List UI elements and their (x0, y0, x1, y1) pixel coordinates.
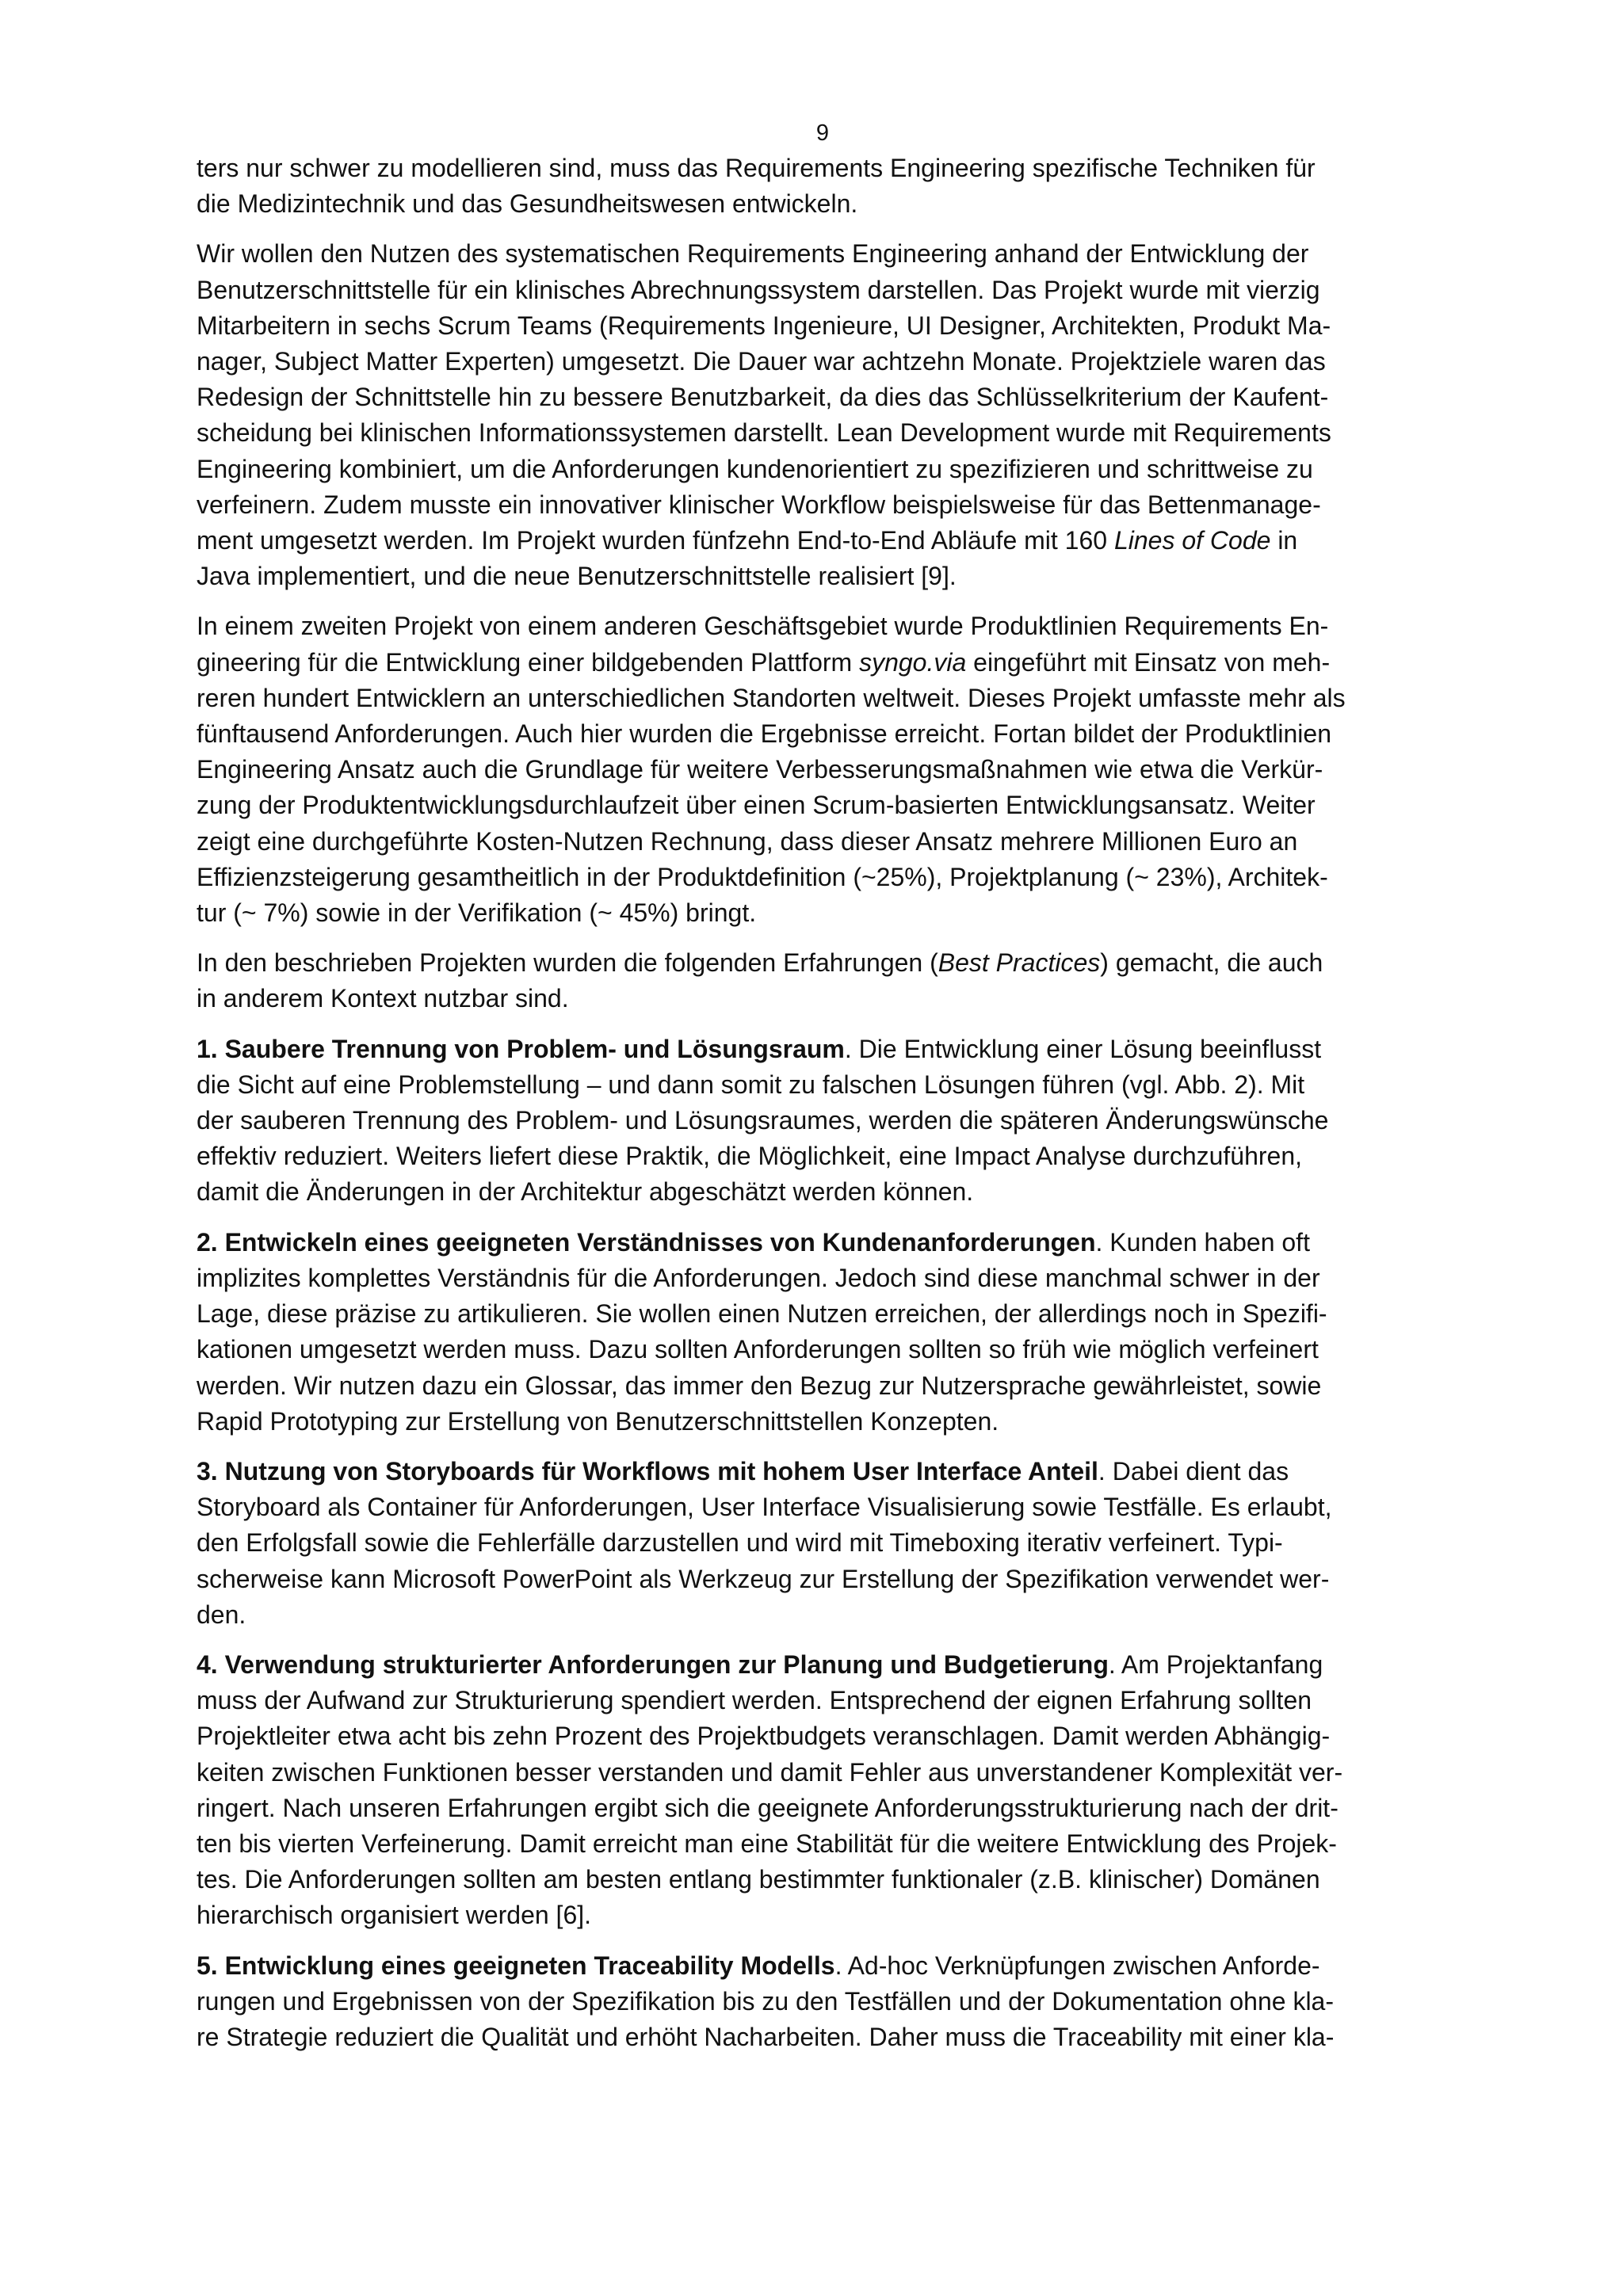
text-line: Storyboard als Container für Anforderungen, User Interface Visualisierung sowie Testfälle. Es erlaubt, (197, 1493, 1332, 1522)
text-segment: . Dabei dient das (1098, 1456, 1289, 1486)
text-line (197, 1454, 1449, 1489)
text-line: scheidung bei klinischen Informationssystemen darstellt. Lean Development wurde mit Requirements (197, 418, 1331, 448)
text-line: ten bis vierten Verfeinerung. Damit erreicht man eine Stabilität für die weitere Entwicklung des Projek- (197, 1829, 1337, 1858)
text-line: effektiv reduziert. Weiters liefert diese Praktik, die Möglichkeit, eine Impact Analyse durchzuführen, (197, 1142, 1303, 1171)
text-line: zeigt eine durchgeführte Kosten-Nutzen Rechnung, dass dieser Ansatz mehrere Millionen Euro an (197, 826, 1298, 856)
text-segment: . Am Projektanfang (1108, 1650, 1323, 1679)
text-line (197, 945, 1449, 981)
text-segment: gineering für die Entwicklung einer bildgebenden Plattform (197, 647, 860, 677)
text-line: Mitarbeitern in sechs Scrum Teams (Requirements Ingenieure, UI Designer, Architekten, Produkt Ma- (197, 311, 1331, 340)
text-line: hierarchisch organisiert werden [6]. (197, 1901, 592, 1930)
text-segment: . Die Entwicklung einer Lösung beeinflusst (844, 1034, 1322, 1063)
text-segment: ) gemacht, die auch (1100, 948, 1323, 978)
text-line: den Erfolgsfall sowie die Fehlerfälle darzustellen und wird mit Timeboxing iterativ verfeinert. Typi- (197, 1528, 1283, 1558)
best-practice-4 (197, 1647, 1449, 1934)
text-line: zung der Produktentwicklungsdurchlaufzeit über einen Scrum-basierten Entwicklungsansatz. Weiter (197, 791, 1316, 820)
text-line: der sauberen Trennung des Problem- und Lösungsraumes, werden die späteren Änderungswünsche (197, 1106, 1329, 1135)
text-line: ringert. Nach unseren Erfahrungen ergibt sich die geeignete Anforderungsstrukturierung nach der drit- (197, 1793, 1338, 1822)
text-segment: . Ad-hoc Verknüpfungen zwischen Anforde- (834, 1951, 1320, 1980)
italic-term: Best Practices (938, 948, 1101, 978)
text-line: tur (~ 7%) sowie in der Verifikation (~ 45%) bringt. (197, 898, 757, 928)
text-line (197, 523, 1449, 559)
text-line: kationen umgesetzt werden muss. Dazu sollten Anforderungen sollten so früh wie möglich verfeinert (197, 1335, 1319, 1364)
text-line: In einem zweiten Projekt von einem anderen Geschäftsgebiet wurde Produktlinien Requirements En- (197, 612, 1329, 641)
paragraph-project-one (197, 236, 1449, 594)
text-segment: in (1270, 526, 1298, 555)
text-line: reren hundert Entwicklern an unterschiedlichen Standorten weltweit. Dieses Projekt umfasste mehr als (197, 683, 1346, 712)
best-practice-1 (197, 1032, 1449, 1211)
text-line (197, 1032, 1449, 1067)
text-segment: In den beschrieben Projekten wurden die folgenden Erfahrungen ( (197, 948, 938, 978)
page-number: 9 (815, 120, 830, 146)
text-line: Java implementiert, und die neue Benutzerschnittstelle realisiert [9]. (197, 562, 957, 591)
text-segment: eingeführt mit Einsatz von meh- (966, 647, 1331, 677)
text-line: die Medizintechnik und das Gesundheitswesen entwickeln. (197, 189, 858, 219)
best-practice-title: 4. Verwendung strukturierter Anforderungen zur Planung und Budgetierung (197, 1650, 1109, 1679)
text-segment: . Kunden haben oft (1095, 1227, 1310, 1257)
text-line: Wir wollen den Nutzen des systematischen Requirements Engineering anhand der Entwicklung der (197, 239, 1309, 269)
text-line: Redesign der Schnittstelle hin zu bessere Benutzbarkeit, da dies das Schlüsselkriterium der Kaufent- (197, 383, 1329, 412)
text-line: keiten zwischen Funktionen besser verstanden und damit Fehler aus unverstandener Komplexität ver- (197, 1757, 1343, 1787)
best-practice-title: 1. Saubere Trennung von Problem- und Lösungsraum (197, 1034, 845, 1063)
page-body (197, 119, 1449, 2069)
text-segment: ment umgesetzt werden. Im Projekt wurden fünfzehn End-to-End Abläufe mit 160 (197, 526, 1114, 555)
text-line: re Strategie reduziert die Qualität und erhöht Nacharbeiten. Daher muss die Traceability mit einer kla- (197, 2022, 1335, 2051)
text-line: Lage, diese präzise zu artikulieren. Sie wollen einen Nutzen erreichen, der allerdings noch in Spezifi- (197, 1299, 1327, 1329)
text-line (197, 1225, 1449, 1261)
text-line: scherweise kann Microsoft PowerPoint als Werkzeug zur Erstellung der Spezifikation verwendet wer- (197, 1564, 1330, 1593)
paragraph-intro-continuation (197, 151, 1449, 222)
text-line: in anderem Kontext nutzbar sind. (197, 984, 569, 1013)
best-practice-5 (197, 1948, 1449, 2056)
text-line: verfeinern. Zudem musste ein innovativer klinischer Workflow beispielsweise für das Bettenmanage- (197, 490, 1321, 519)
text-line: Projektleiter etwa acht bis zehn Prozent des Projektbudgets veranschlagen. Damit werden Abhängig- (197, 1722, 1331, 1751)
paragraph-best-practices-intro (197, 945, 1449, 1016)
italic-term: Lines of Code (1113, 526, 1271, 555)
text-line: fünftausend Anforderungen. Auch hier wurden die Ergebnisse erreicht. Fortan bildet der Produktlinien (197, 719, 1331, 749)
text-line: den. (197, 1600, 246, 1629)
italic-term: syngo.via (859, 647, 967, 677)
best-practice-2 (197, 1225, 1449, 1440)
text-line (197, 1647, 1449, 1683)
paragraph-project-two (197, 608, 1449, 931)
best-practice-title: 2. Entwickeln eines geeigneten Verständnisses von Kundenanforderungen (197, 1227, 1096, 1257)
text-line: tes. Die Anforderungen sollten am besten entlang bestimmter funktionaler (z.B. klinischer) Domänen (197, 1865, 1320, 1894)
text-line (197, 645, 1449, 681)
text-line: Effizienzsteigerung gesamtheitlich in der Produktdefinition (~25%), Projektplanung (~ 23%), Architek- (197, 862, 1328, 891)
text-line: Engineering Ansatz auch die Grundlage für weitere Verbesserungsmaßnahmen wie etwa die Verkür- (197, 755, 1323, 784)
text-line: ters nur schwer zu modellieren sind, muss das Requirements Engineering spezifische Techniken für (197, 154, 1316, 182)
text-line: Rapid Prototyping zur Erstellung von Benutzerschnittstellen Konzepten. (197, 1406, 999, 1436)
text-line: Benutzerschnittstelle für ein klinisches Abrechnungssystem darstellen. Das Projekt wurde mit vierzig (197, 275, 1320, 304)
text-line: implizites komplettes Verständnis für die Anforderungen. Jedoch sind diese manchmal schwer in der (197, 1263, 1320, 1292)
text-line: die Sicht auf eine Problemstellung – und dann somit zu falschen Lösungen führen (vgl. Abb. 2). Mit (197, 1070, 1305, 1099)
best-practice-title: 3. Nutzung von Storyboards für Workflows mit hohem User Interface Anteil (197, 1456, 1098, 1486)
best-practice-title: 5. Entwicklung eines geeigneten Traceability Modells (197, 1951, 835, 1980)
text-line: rungen und Ergebnissen von der Spezifikation bis zu den Testfällen und der Dokumentation ohne kla- (197, 1986, 1334, 2016)
text-line (197, 1948, 1449, 1984)
best-practice-3 (197, 1454, 1449, 1633)
text-line: werden. Wir nutzen dazu ein Glossar, das immer den Bezug zur Nutzersprache gewährleistet, sowie (197, 1371, 1322, 1400)
text-line: damit die Änderungen in der Architektur abgeschätzt werden können. (197, 1177, 974, 1207)
text-line: Engineering kombiniert, um die Anforderungen kundenorientiert zu spezifizieren und schrittweise zu (197, 454, 1313, 483)
text-line: nager, Subject Matter Experten) umgesetzt. Die Dauer war achtzehn Monate. Projektziele waren das (197, 347, 1326, 376)
text-line: muss der Aufwand zur Strukturierung spendiert werden. Entsprechend der eignen Erfahrung sollten (197, 1686, 1312, 1715)
